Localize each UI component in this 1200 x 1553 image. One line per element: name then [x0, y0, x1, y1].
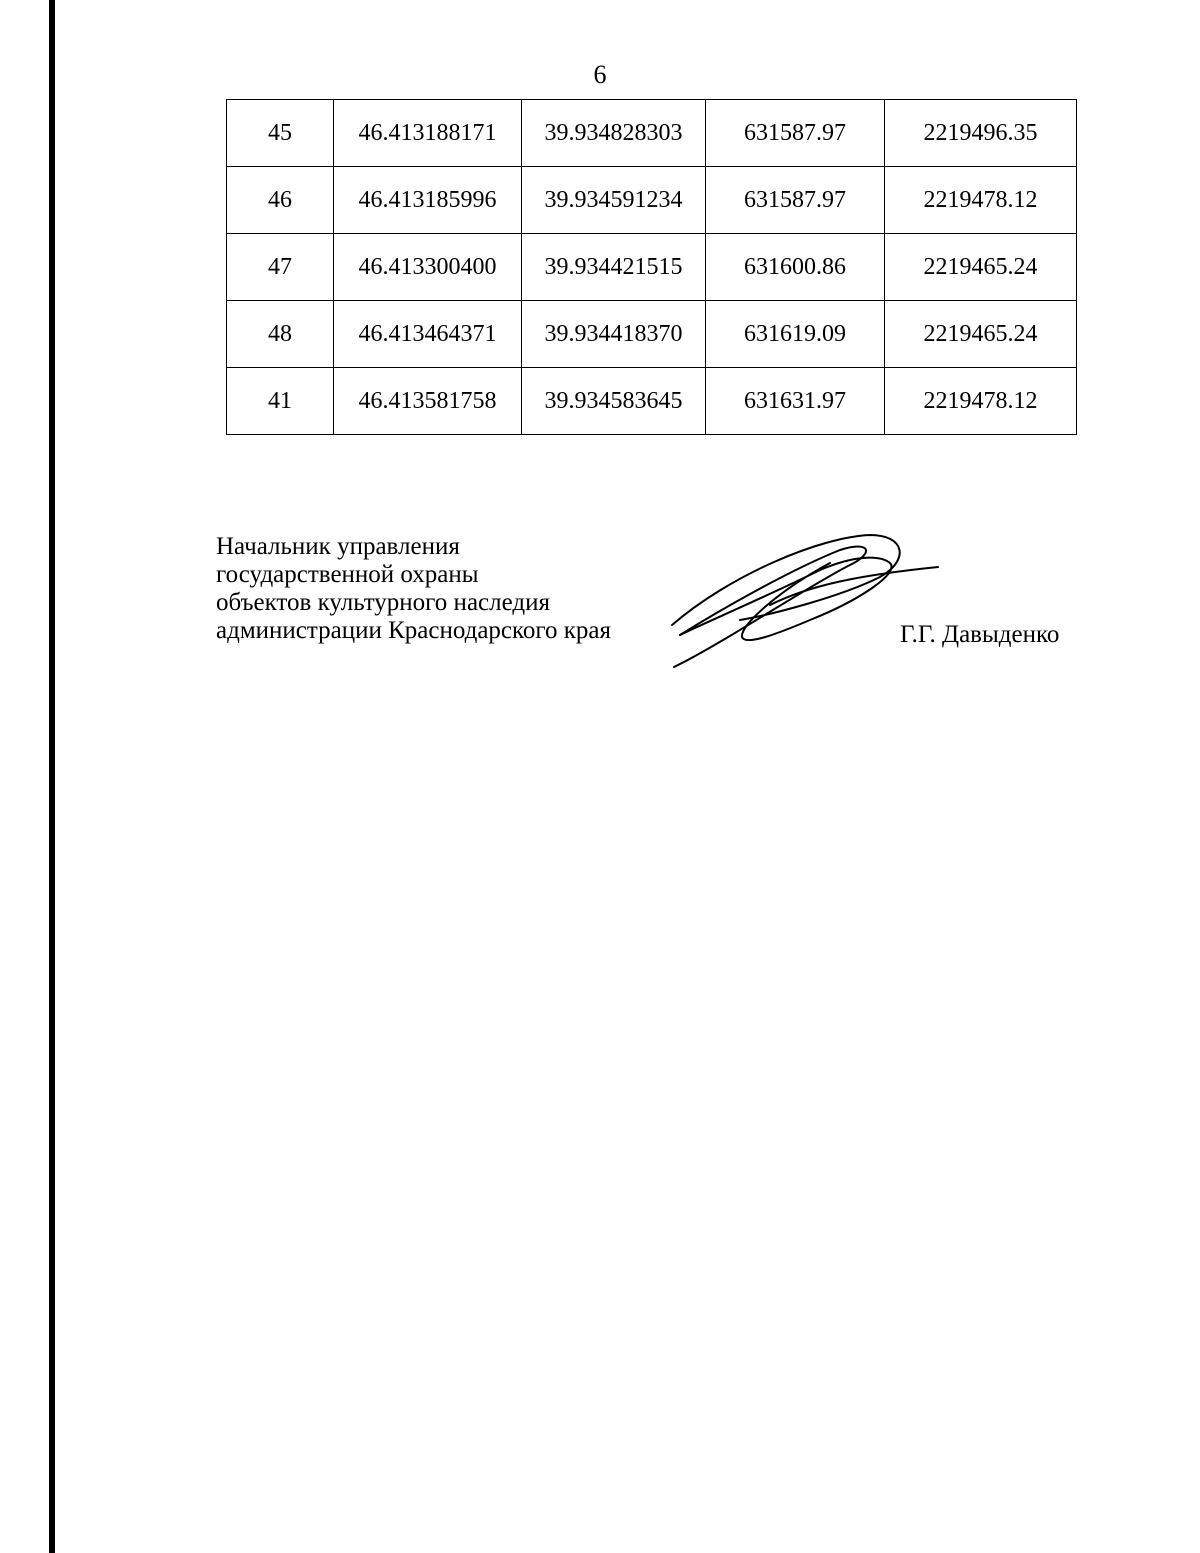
signer-title [216, 533, 611, 645]
table-row [227, 368, 1077, 435]
table-cell-lat: 46.413185996 [334, 167, 522, 234]
table-row [227, 100, 1077, 167]
table-cell-lon: 39.934591234 [522, 167, 706, 234]
table-cell-point: 46 [227, 167, 334, 234]
table-cell-y: 2219465.24 [885, 301, 1077, 368]
left-margin-rule [49, 0, 55, 1553]
signer-title-line: администрации Краснодарского края [216, 617, 612, 644]
table-cell-x: 631600.86 [706, 234, 885, 301]
signer-name: Г.Г. Давыденко [900, 621, 1060, 648]
table-cell-point: 41 [227, 368, 334, 435]
table-cell-y: 2219465.24 [885, 234, 1077, 301]
table-row [227, 301, 1077, 368]
table-cell-lat: 46.413464371 [334, 301, 522, 368]
table-cell-lon: 39.934828303 [522, 100, 706, 167]
table-cell-x: 631587.97 [706, 100, 885, 167]
table-cell-lat: 46.413300400 [334, 234, 522, 301]
table-cell-point: 47 [227, 234, 334, 301]
table-row [227, 234, 1077, 301]
table-cell-point: 45 [227, 100, 334, 167]
table-cell-x: 631619.09 [706, 301, 885, 368]
handwritten-signature [660, 525, 950, 675]
coordinates-table [226, 99, 1077, 435]
page-number: 6 [593, 60, 607, 89]
table-cell-lat: 46.413581758 [334, 368, 522, 435]
table-cell-lat: 46.413188171 [334, 100, 522, 167]
signer-title-line: государственной охраны [216, 561, 479, 588]
table-cell-x: 631587.97 [706, 167, 885, 234]
table-cell-y: 2219478.12 [885, 368, 1077, 435]
table-cell-point: 48 [227, 301, 334, 368]
table-row [227, 167, 1077, 234]
table-cell-y: 2219478.12 [885, 167, 1077, 234]
table-cell-lon: 39.934583645 [522, 368, 706, 435]
signer-title-line: объектов культурного наследия [216, 589, 550, 616]
table-cell-y: 2219496.35 [885, 100, 1077, 167]
table-cell-lon: 39.934421515 [522, 234, 706, 301]
table-cell-x: 631631.97 [706, 368, 885, 435]
signer-title-line: Начальник управления [216, 533, 460, 560]
table-cell-lon: 39.934418370 [522, 301, 706, 368]
